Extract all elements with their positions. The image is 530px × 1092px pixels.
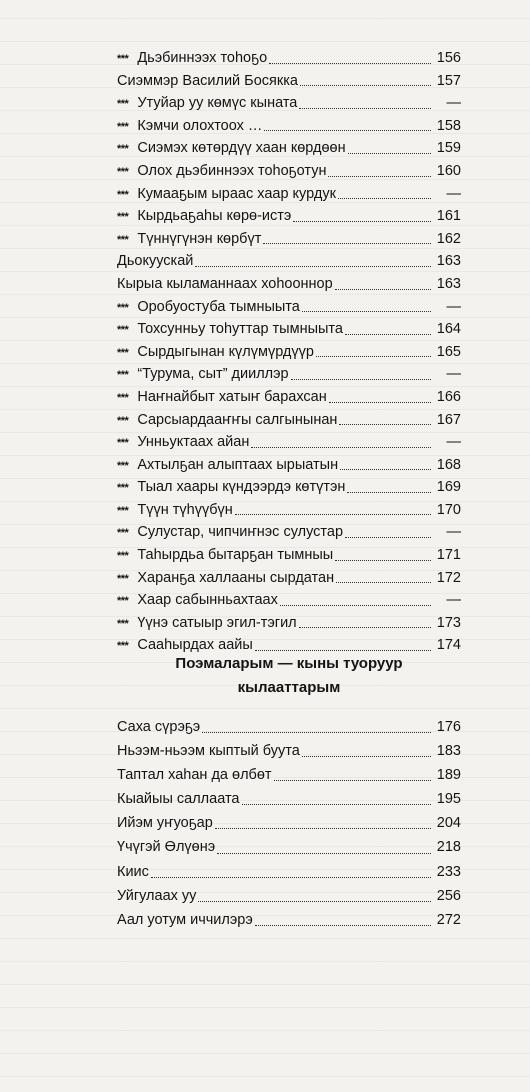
toc-entry-page-number: — (446, 366, 461, 383)
toc-entry (117, 787, 461, 811)
toc-list-poems (117, 47, 461, 657)
toc-entry-page-number: 159 (436, 140, 461, 157)
toc-entry (117, 228, 461, 251)
toc-entry-page-number: 162 (436, 230, 461, 247)
toc-dot-leader (255, 925, 431, 926)
toc-entry (117, 589, 461, 612)
toc-entry (117, 409, 461, 432)
section-heading (117, 652, 461, 700)
toc-dot-leader (280, 605, 431, 606)
toc-dot-leader (328, 176, 431, 177)
toc-entry-page-number: 163 (436, 253, 461, 270)
toc-dot-leader (264, 130, 431, 131)
toc-entry-page-number: — (446, 298, 461, 315)
toc-entry-stars: *** (117, 617, 129, 630)
toc-entry-title: Таптал хаһан да өлбөт (117, 767, 272, 784)
toc-entry (117, 544, 461, 567)
toc-dot-leader (202, 732, 431, 733)
toc-entry-page-number: 171 (436, 547, 461, 564)
toc-dot-leader (255, 650, 431, 651)
toc-entry (117, 92, 461, 115)
toc-entry-title: Утуйар уу көмүс кыната (137, 95, 298, 112)
toc-entry-stars: *** (117, 459, 129, 472)
toc-entry-page-number: 173 (436, 614, 461, 631)
toc-entry-stars: *** (117, 324, 129, 337)
toc-entry (117, 250, 461, 273)
toc-entry-title: Дьэбиннээх тоһоҕо (137, 50, 268, 66)
toc-entry-page-number: 189 (436, 767, 461, 784)
toc-entry (117, 454, 461, 477)
toc-entry-page-number: 174 (436, 637, 461, 654)
toc-entry-title: “Турума, сыт” дииллэр (137, 366, 289, 383)
toc-dot-leader (274, 780, 431, 781)
toc-entry (117, 137, 461, 160)
toc-dot-leader (291, 379, 431, 380)
toc-entry-stars: *** (117, 595, 129, 608)
toc-entry-title: Түүн түһүүбүн (137, 501, 233, 518)
toc-entry (117, 386, 461, 409)
toc-entry-page-number: 172 (436, 569, 461, 586)
toc-entry-page-number: 170 (436, 501, 461, 518)
toc-dot-leader (348, 153, 431, 154)
toc-entry-page-number: 169 (436, 479, 461, 496)
toc-dot-leader (347, 492, 431, 493)
toc-entry-title: Дьокуускай (117, 253, 194, 270)
toc-dot-leader (329, 402, 431, 403)
toc-dot-leader (336, 582, 431, 583)
toc-entry-title: Киис (117, 863, 149, 880)
toc-entry (117, 739, 461, 763)
toc-dot-leader (299, 108, 431, 109)
toc-entry-stars: *** (117, 504, 129, 517)
toc-entry-page-number: 218 (436, 839, 461, 856)
toc-entry-title: Аал уотум иччилэрэ (117, 911, 253, 928)
toc-entry-title: Кэмчи олохтоох … (137, 117, 263, 134)
toc-entry-page-number: 161 (436, 208, 461, 225)
toc-entry-stars: *** (117, 346, 129, 359)
toc-entry-page-number: 156 (436, 50, 461, 66)
toc-entry (117, 318, 461, 341)
toc-dot-leader (316, 356, 431, 357)
toc-entry-title: Сиэмэх көтөрдүү хаан көрдөөн (137, 140, 346, 157)
toc-entry-title: Харанҕа халлааны сырдатан (137, 569, 335, 586)
toc-entry-page-number: — (446, 434, 461, 451)
toc-entry-title: Кырдьаҕаһы көрө-истэ (137, 208, 292, 225)
toc-entry (117, 115, 461, 138)
toc-entry-title: Олох дьэбиннээх тоһоҕотун (137, 162, 327, 179)
toc-dot-leader (263, 243, 431, 244)
toc-entry-stars: *** (117, 98, 129, 111)
toc-entry-page-number: 163 (436, 275, 461, 292)
toc-dot-leader (293, 221, 431, 222)
toc-entry-title: Түннүгүнэн көрбүт (137, 230, 262, 247)
toc-dot-leader (302, 756, 431, 757)
toc-dot-leader (338, 198, 431, 199)
toc-entry-page-number: 168 (436, 456, 461, 473)
toc-entry (117, 567, 461, 590)
toc-entry-page-number: 195 (436, 791, 461, 808)
toc-entry-page-number: 160 (436, 162, 461, 179)
toc-entry (117, 908, 461, 932)
toc-dot-leader (299, 627, 431, 628)
toc-entry-title: Сарсыардааҥҥы салгынынан (137, 411, 338, 428)
toc-entry-page-number: 157 (436, 72, 461, 89)
toc-entry-title: Ахтылҕан алыптаах ырыатын (137, 456, 339, 473)
toc-entry-page-number: 165 (436, 343, 461, 360)
toc-entry-title: Тохсунньу тоһуттар тымныыта (137, 321, 343, 338)
toc-entry-page-number: 256 (436, 887, 461, 904)
toc-dot-leader (235, 514, 431, 515)
toc-entry-stars: *** (117, 437, 129, 450)
toc-entry-page-number: 204 (436, 815, 461, 832)
toc-entry (117, 476, 461, 499)
toc-dot-leader (251, 447, 431, 448)
toc-entry-page-number: 164 (436, 321, 461, 338)
toc-entry-stars: *** (117, 527, 129, 540)
toc-entry-stars: *** (117, 301, 129, 314)
toc-dot-leader (335, 560, 431, 561)
toc-entry (117, 612, 461, 635)
toc-entry-stars: *** (117, 53, 129, 65)
toc-entry (117, 499, 461, 522)
toc-entry (117, 884, 461, 908)
toc-entry-title: Кырыа кыламаннаах хоһооннор (117, 275, 333, 292)
section-heading-line1: Поэмаларым — кыны туоруур (175, 655, 403, 672)
toc-dot-leader (335, 289, 431, 290)
toc-entry-page-number: 176 (436, 719, 461, 735)
toc-entry (117, 205, 461, 228)
toc-dot-leader (339, 424, 431, 425)
toc-dot-leader (215, 828, 431, 829)
toc-entry (117, 811, 461, 835)
toc-entry-stars: *** (117, 550, 129, 563)
toc-entry-title: Таһырдьа бытарҕан тымныы (137, 547, 334, 564)
toc-entry-title: Кумааҕым ыраас хаар курдук (137, 185, 336, 202)
toc-entry-stars: *** (117, 414, 129, 427)
toc-entry-title: Саха сүрэҕэ (117, 719, 201, 735)
toc-entry (117, 860, 461, 884)
toc-entry-title: Ийэм уҥуоҕар (117, 815, 213, 832)
toc-entry (117, 183, 461, 206)
toc-entry-page-number: 272 (436, 911, 461, 928)
toc-dot-leader (151, 877, 431, 878)
toc-entry-page-number: — (446, 592, 461, 609)
toc-entry (117, 273, 461, 296)
toc-entry (117, 296, 461, 319)
toc-dot-leader (198, 901, 431, 902)
toc-entry-stars: *** (117, 233, 129, 246)
toc-dot-leader (217, 853, 431, 854)
toc-entry-title: Сааһырдах аайы (137, 637, 253, 654)
toc-dot-leader (345, 537, 431, 538)
toc-entry-title: Үчүгэй Өлүөнэ (117, 839, 216, 856)
toc-entry-title: Тыал хаары күндээрдэ көтүтэн (137, 479, 346, 496)
toc-entry (117, 835, 461, 859)
toc-entry (117, 715, 461, 739)
toc-entry (117, 160, 461, 183)
toc-entry-title: Наҥнайбыт хатыҥ барахсан (137, 388, 327, 405)
toc-dot-leader (300, 85, 431, 86)
toc-entry-page-number: — (446, 524, 461, 541)
toc-entry (117, 341, 461, 364)
toc-entry-title: Кыайыы саллаата (117, 791, 240, 808)
toc-entry-title: Оробуостуба тымныыта (137, 298, 300, 315)
toc-entry-page-number: 233 (436, 863, 461, 880)
toc-list-long-poems (117, 715, 461, 932)
toc-entry-title: Сулустар, чипчиҥнэс сулустар (137, 524, 344, 541)
toc-entry-page-number: 166 (436, 388, 461, 405)
toc-entry-stars: *** (117, 572, 129, 585)
toc-entry (117, 47, 461, 70)
toc-entry-stars: *** (117, 391, 129, 404)
toc-entry (117, 363, 461, 386)
toc-entry-stars: *** (117, 211, 129, 224)
toc-entry-page-number: 183 (436, 743, 461, 760)
toc-entry-title: Ньээм-ньээм кыптый буута (117, 743, 300, 760)
toc-entry-title: Сырдыгынан күлүмүрдүүр (137, 343, 314, 360)
toc-entry-stars: *** (117, 120, 129, 133)
toc-dot-leader (269, 63, 431, 64)
toc-entry-page-number: — (446, 95, 461, 112)
toc-entry-title: Хаар сабынньахтаах (137, 592, 278, 609)
toc-entry-stars: *** (117, 369, 129, 382)
toc-entry-page-number: 158 (436, 117, 461, 134)
toc-entry-stars: *** (117, 482, 129, 495)
toc-dot-leader (340, 469, 431, 470)
toc-entry (117, 431, 461, 454)
toc-entry (117, 763, 461, 787)
toc-entry-title: Сиэммэр Василий Босякка (117, 72, 298, 89)
toc-entry (117, 521, 461, 544)
toc-dot-leader (195, 266, 431, 267)
toc-entry-page-number: — (446, 185, 461, 202)
toc-entry-stars: *** (117, 188, 129, 201)
toc-entry-page-number: 167 (436, 411, 461, 428)
toc-entry-stars: *** (117, 143, 129, 156)
toc-entry-stars: *** (117, 165, 129, 178)
toc-entry (117, 70, 461, 93)
toc-entry-stars: *** (117, 640, 129, 653)
toc-entry-title: Уйгулаах уу (117, 887, 197, 904)
section-heading-line2: кылааттарым (237, 679, 341, 696)
toc-entry-title: Унньуктаах айан (137, 434, 250, 451)
toc-dot-leader (302, 311, 431, 312)
toc-entry-title: Үүнэ сатыыр эгил-тэгил (137, 614, 297, 631)
toc-dot-leader (242, 804, 432, 805)
toc-dot-leader (345, 334, 431, 335)
